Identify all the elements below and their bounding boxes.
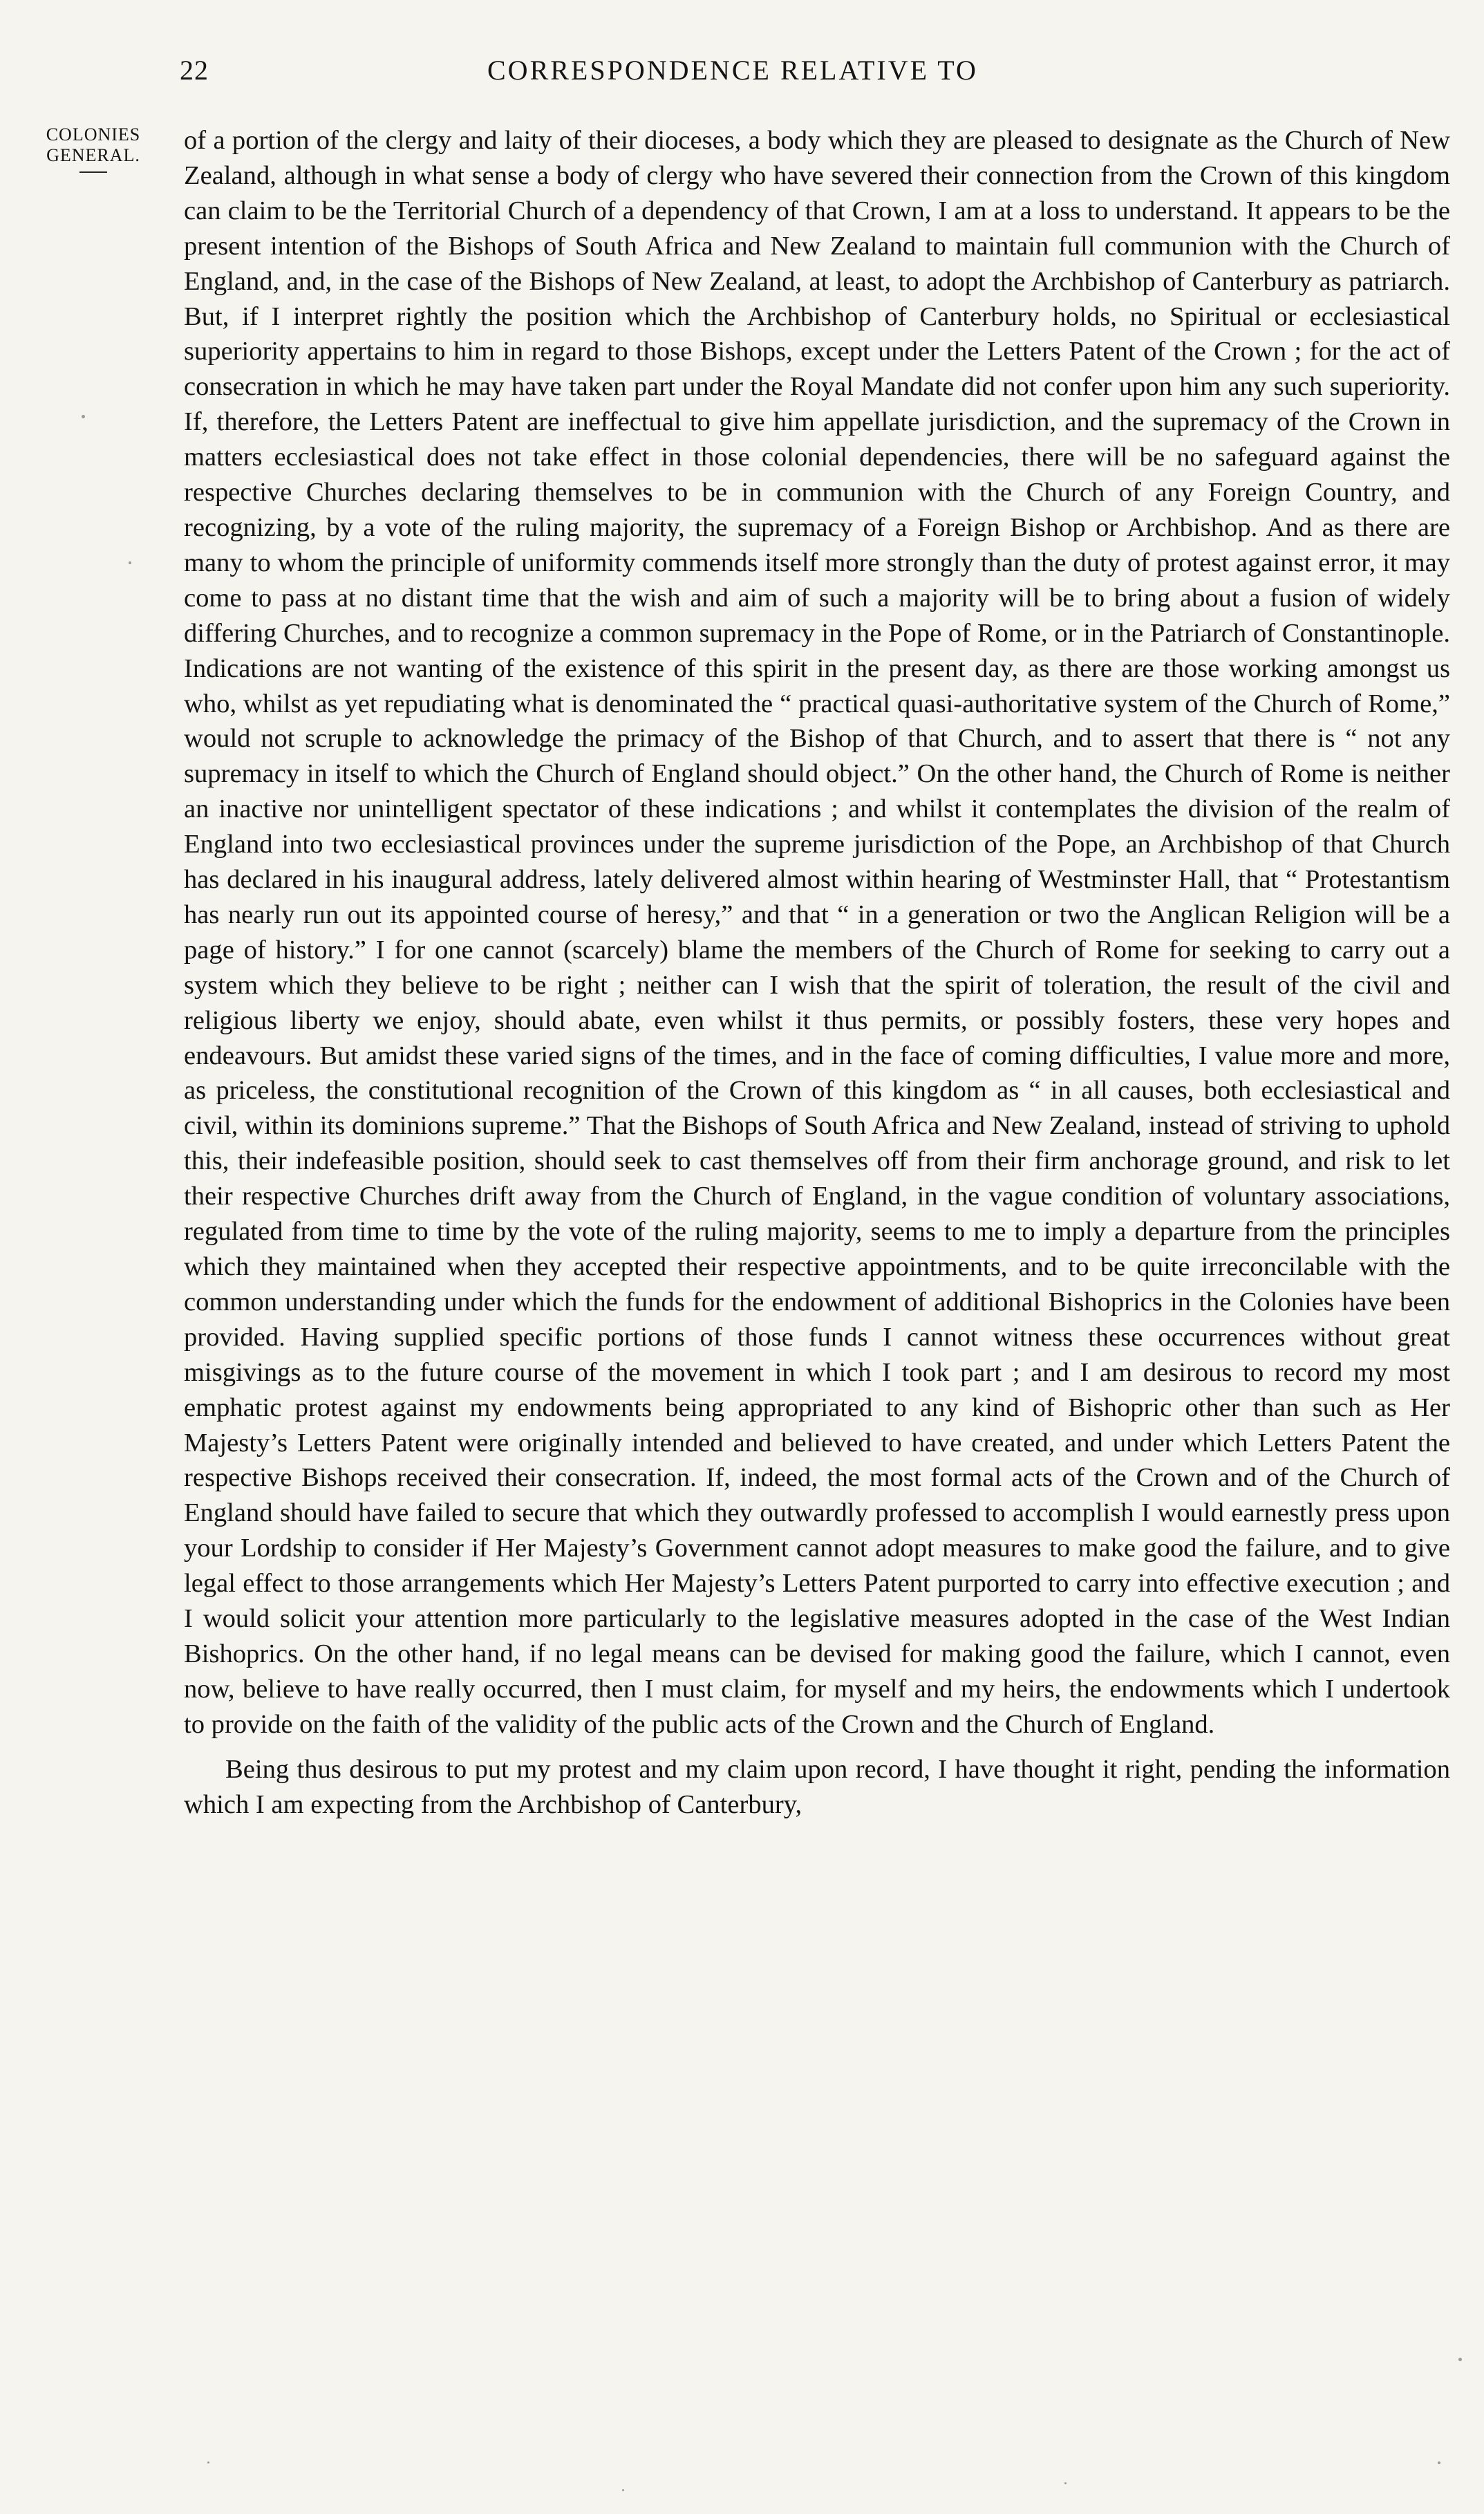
scan-speck [1438,2461,1440,2464]
scan-speck [1458,2358,1462,2361]
marginal-note [28,124,159,173]
page-number: 22 [180,55,209,86]
scan-speck [129,561,131,564]
scan-speck [207,2461,209,2464]
running-title: CORRESPONDENCE RELATIVE TO [487,55,978,86]
scan-speck [1064,2482,1067,2484]
marginal-note-line-2: GENERAL. [46,145,140,165]
page-header [173,54,1452,95]
paragraph-1: of a portion of the clergy and laity of their dioceses, a body which they are pleased to designate as the Church of New Zealand, although in what sense a body of clergy who have severed their connection from the Crown of this kingdom can claim to be the Territorial Church of a dependency of that Crown, I am at a loss to understand. It appears to be the present intention of the Bishops of South Africa and New Zealand to maintain full communion with the Church of England, and, in the case of the Bishops of New Zealand, at least, to adopt the Archbishop of Canterbury as patriarch. But, if I interpret rightly the position which the Archbishop of Canterbury holds, no Spiritual or ecclesiastical superiority appertains to him in regard to those Bishops, except under the Letters Patent of the Crown ; for the act of consecration in which he may have taken part under the Royal Mandate did not confer upon him any such superiority. If, therefore, the Letters Patent are ineffectual to give him appellate jurisdiction, and the supremacy of the Crown in matters ecclesiastical does not take effect in those colonial dependencies, there will be no safeguard against the respective Churches declaring themselves to be in communion with the Church of any Foreign Country, and recognizing, by a vote of the ruling majority, the supremacy of a Foreign Bishop or Archbishop. And as there are many to whom the principle of uniformity commends itself more strongly than the duty of protest against error, it may come to pass at no distant time that the wish and aim of such a majority will be to bring about a fusion of widely differing Churches, and to recognize a common supremacy in the Pope of Rome, or in the Patriarch of Constantinople. Indications are not wanting of the existence of this spirit in the present day, as there are those working amongst us who, whilst as yet repudiating what is denominated the “ practical quasi-authoritative system of the Church of Rome,” would not scruple to acknowledge the primacy of the Bishop of that Church, and to assert that there is “ not any supremacy in itself to which the Church of England should object.” On the other hand, the Church of Rome is neither an inactive nor unintelligent spectator of these indications ; and whilst it contemplates the division of the realm of England into two ecclesiastical provinces under the supreme jurisdiction of the Pope, an Archbishop of that Church has declared in his inaugural address, lately delivered almost within hearing of Westminster Hall, that “ Protestantism has nearly run out its appointed course of heresy,” and that “ in a generation or two the Anglican Religion will be a page of history.” I for one cannot (scarcely) blame the members of the Church of Rome for seeking to carry out a system which they believe to be right ; neither can I wish that the spirit of toleration, the result of the civil and religious liberty we enjoy, should abate, even whilst it thus permits, or possibly fosters, these very hopes and endeavours. But amidst these varied signs of the times, and in the face of coming difficulties, I value more and more, as priceless, the constitutional recognition of the Crown of this kingdom as “ in all causes, both ecclesiastical and civil, within its dominions supreme.” That the Bishops of South Africa and New Zealand, instead of striving to uphold this, their indefeasible position, should seek to cast themselves off from their firm anchorage ground, and risk to let their respective Churches drift away from the Church of England, in the vague condition of voluntary associations, regulated from time to time by the vote of the ruling majority, seems to me to imply a departure from the principles which they maintained when they accepted their respective appointments, and to be quite irreconcilable with the common understanding under which the funds for the endowment of additional Bishoprics in the Colonies have been provided. Having supplied specific portions of those funds I cannot witness these occurrences without great misgivings as to the future course of the movement in which I took part ; and I am desirous to record my most emphatic protest against my endowments being appropriated to any kind of Bishopric other than such as Her Majesty’s Letters Patent were originally intended and believed to have created, and under which Letters Patent the respective Bishops received their consecration. If, indeed, the most formal acts of the Crown and of the Church of England should have failed to secure that which they outwardly professed to accomplish I would earnestly press upon your Lordship to consider if Her Majesty’s Government cannot adopt measures to make good the failure, and to give legal effect to those arrangements which Her Majesty’s Letters Patent purported to carry into effective execution ; and I would solicit your attention more particularly to the legislative measures adopted in the case of the West Indian Bishoprics. On the other hand, if no legal means can be devised for making good the failure, which I cannot, even now, believe to have really occurred, then I must claim, for myself and my heirs, the endowments which I undertook to provide on the faith of the validity of the public acts of the Crown and the Church of England. [184,126,1450,1739]
marginal-note-line-1: COLONIES [46,124,141,145]
scan-speck [622,2489,624,2491]
body-text [184,123,1450,1823]
scan-speck [82,415,85,418]
paragraph-2: Being thus desirous to put my protest and my claim upon record, I have thought it right, pending the information which I am expecting from the Archbishop of Canterbury, [184,1754,1450,1819]
marginal-note-dash [79,171,107,173]
